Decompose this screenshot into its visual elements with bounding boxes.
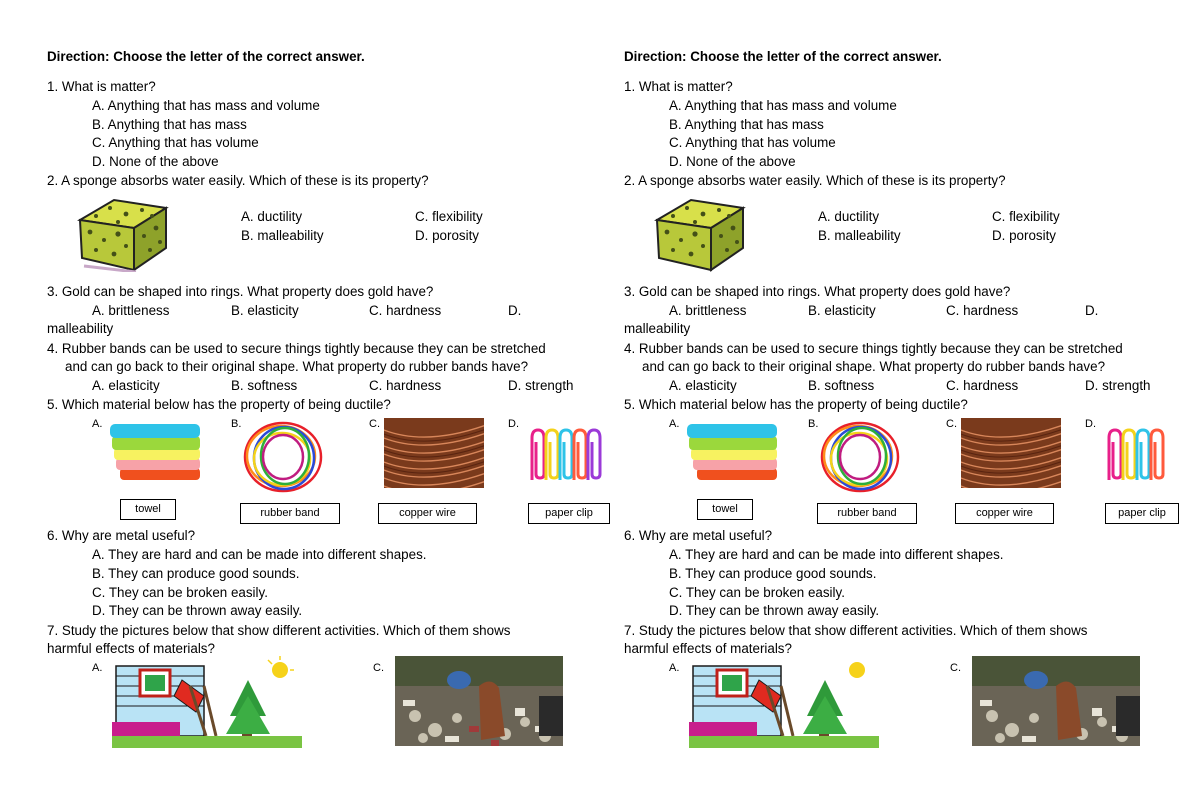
q1-question: 1. What is matter? <box>624 79 733 94</box>
q4-question-line1: 4. Rubber bands can be used to secure things tightly because they can be stretched <box>47 341 546 356</box>
q4-question-line2: and can go back to their original shape. What property do rubber bands have? <box>65 359 529 374</box>
q6-question: 6. Why are metal useful? <box>47 528 196 543</box>
q1-choice-d: D. None of the above <box>92 154 219 169</box>
rubber-band-image <box>817 418 903 496</box>
q2-choice-b: B. malleability <box>818 228 901 243</box>
q4-choice-b: B. softness <box>231 378 298 393</box>
q5-question: 5. Which material below has the property of being ductile? <box>47 397 391 412</box>
q4-choice-b: B. softness <box>808 378 875 393</box>
q3-choice-d: D. <box>508 303 522 318</box>
q3-choice-a: A. brittleness <box>669 303 747 318</box>
q7-question-line2: harmful effects of materials? <box>624 641 792 656</box>
q1-choice-a: A. Anything that has mass and volume <box>669 98 897 113</box>
q5-letter-b: B. <box>231 418 242 430</box>
q5-letter-a: A. <box>669 418 680 430</box>
q2-choice-a: A. ductility <box>818 209 880 224</box>
q4-choice-d: D. strength <box>1085 378 1151 393</box>
garbage-dump-image <box>972 656 1140 746</box>
q2-choice-d: D. porosity <box>992 228 1056 243</box>
q4-choice-c: C. hardness <box>369 378 442 393</box>
q3-choice-d-wrap: malleability <box>624 321 691 336</box>
q4-choice-d: D. strength <box>508 378 574 393</box>
worksheet-left <box>0 0 593 785</box>
house-painting-image <box>112 656 302 748</box>
q3-choice-c: C. hardness <box>946 303 1019 318</box>
q4-question-line2: and can go back to their original shape. What property do rubber bands have? <box>642 359 1106 374</box>
sponge-image <box>651 192 747 272</box>
q3-choice-a: A. brittleness <box>92 303 170 318</box>
towel-image <box>110 420 206 488</box>
q7-question-line1: 7. Study the pictures below that show different activities. Which of them shows <box>624 623 1088 638</box>
q4-choice-a: A. elasticity <box>92 378 160 393</box>
q2-question: 2. A sponge absorbs water easily. Which of these is its property? <box>624 173 1006 188</box>
q6-choice-d: D. They can be thrown away easily. <box>92 603 303 618</box>
q3-question: 3. Gold can be shaped into rings. What property does gold have? <box>47 284 434 299</box>
q2-choice-c: C. flexibility <box>992 209 1060 224</box>
q5-label-towel: towel <box>120 499 176 520</box>
q3-choice-c: C. hardness <box>369 303 442 318</box>
q3-choice-d-wrap: malleability <box>47 321 114 336</box>
q5-question: 5. Which material below has the property of being ductile? <box>624 397 968 412</box>
q1-question: 1. What is matter? <box>47 79 156 94</box>
q6-choice-b: B. They can produce good sounds. <box>669 566 877 581</box>
q1-choice-d: D. None of the above <box>669 154 796 169</box>
q1-choice-b: B. Anything that has mass <box>92 117 247 132</box>
q7-question-line1: 7. Study the pictures below that show different activities. Which of them shows <box>47 623 511 638</box>
q6-choice-a: A. They are hard and can be made into different shapes. <box>669 547 1004 562</box>
q5-label-towel: towel <box>697 499 753 520</box>
q6-choice-a: A. They are hard and can be made into different shapes. <box>92 547 427 562</box>
paper-clip-image <box>1101 420 1187 490</box>
q6-question: 6. Why are metal useful? <box>624 528 773 543</box>
q4-choice-a: A. elasticity <box>669 378 737 393</box>
q3-choice-b: B. elasticity <box>808 303 876 318</box>
copper-wire-image <box>961 418 1061 488</box>
q5-label-rubber-band: rubber band <box>240 503 340 524</box>
q3-question: 3. Gold can be shaped into rings. What property does gold have? <box>624 284 1011 299</box>
q6-choice-d: D. They can be thrown away easily. <box>669 603 880 618</box>
house-painting-image <box>689 656 879 748</box>
q2-choice-b: B. malleability <box>241 228 324 243</box>
q5-letter-d: D. <box>508 418 519 430</box>
q2-question: 2. A sponge absorbs water easily. Which of these is its property? <box>47 173 429 188</box>
q1-choice-c: C. Anything that has volume <box>92 135 259 150</box>
worksheet-right <box>577 0 1166 785</box>
q5-letter-b: B. <box>808 418 819 430</box>
q5-letter-c: C. <box>369 418 380 430</box>
rubber-band-image <box>240 418 326 496</box>
q6-choice-c: C. They can be broken easily. <box>669 585 845 600</box>
q2-choice-a: A. ductility <box>241 209 303 224</box>
q7-letter-a: A. <box>669 662 680 674</box>
q5-letter-c: C. <box>946 418 957 430</box>
q7-letter-c: C. <box>373 662 384 674</box>
q4-question-line1: 4. Rubber bands can be used to secure things tightly because they can be stretched <box>624 341 1123 356</box>
towel-image <box>687 420 783 488</box>
q1-choice-a: A. Anything that has mass and volume <box>92 98 320 113</box>
q4-choice-c: C. hardness <box>946 378 1019 393</box>
direction-text: Direction: Choose the letter of the correct answer. <box>47 49 365 64</box>
q6-choice-c: C. They can be broken easily. <box>92 585 268 600</box>
q3-choice-d: D. <box>1085 303 1099 318</box>
sponge-image <box>74 192 170 272</box>
q5-label-paper-clip: paper clip <box>1105 503 1179 524</box>
q5-label-rubber-band: rubber band <box>817 503 917 524</box>
q7-question-line2: harmful effects of materials? <box>47 641 215 656</box>
q7-letter-a: A. <box>92 662 103 674</box>
q5-letter-d: D. <box>1085 418 1096 430</box>
q3-choice-b: B. elasticity <box>231 303 299 318</box>
q2-choice-c: C. flexibility <box>415 209 483 224</box>
q5-label-copper-wire: copper wire <box>378 503 477 524</box>
q5-label-paper-clip: paper clip <box>528 503 610 524</box>
q5-label-copper-wire: copper wire <box>955 503 1054 524</box>
direction-text: Direction: Choose the letter of the correct answer. <box>624 49 942 64</box>
garbage-dump-image <box>395 656 563 746</box>
q7-letter-c: C. <box>950 662 961 674</box>
q5-letter-a: A. <box>92 418 103 430</box>
copper-wire-image <box>384 418 484 488</box>
q6-choice-b: B. They can produce good sounds. <box>92 566 300 581</box>
q2-choice-d: D. porosity <box>415 228 479 243</box>
q1-choice-c: C. Anything that has volume <box>669 135 836 150</box>
q1-choice-b: B. Anything that has mass <box>669 117 824 132</box>
